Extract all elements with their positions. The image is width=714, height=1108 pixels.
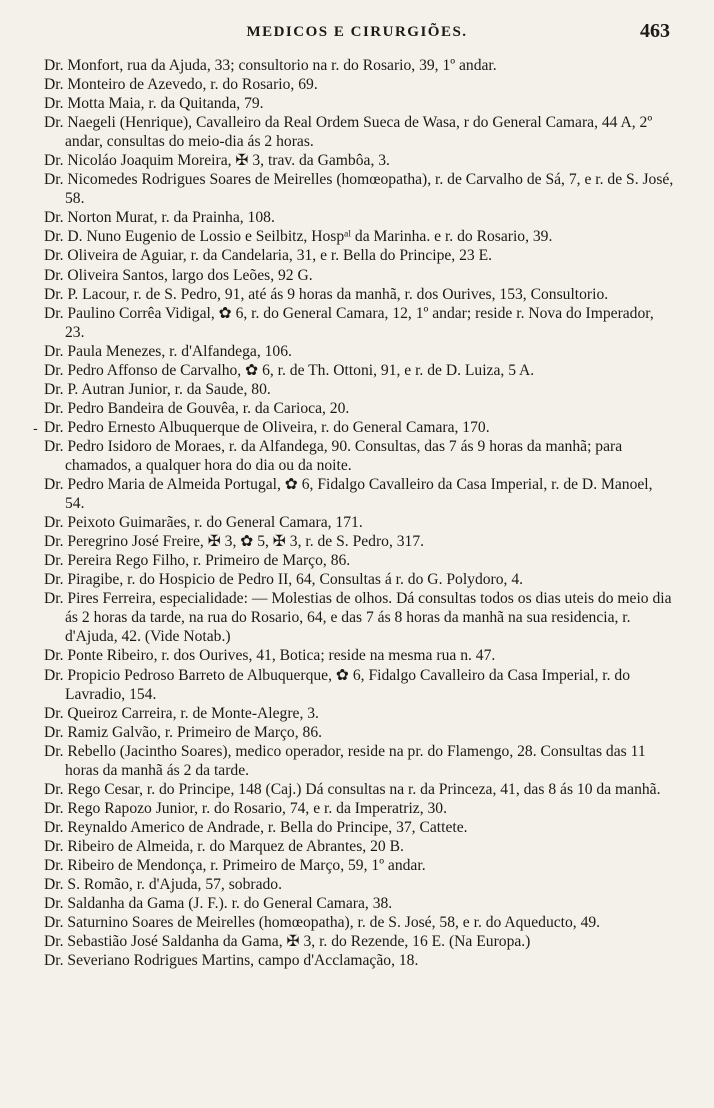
directory-entry: Dr. Pires Ferreira, especialidade: — Molestias de olhos. Dá consultas todos os dias uteis do meio dia ás 2 horas da tarde, na rua do Rosario, 64, e das 7 ás 8 horas da manhã na sua residencia, r. d'Ajuda, 42. (Vide Notab.): [44, 590, 672, 646]
directory-entry: Dr. Paula Menezes, r. d'Alfandega, 106.: [44, 342, 292, 360]
directory-entry: Dr. Queiroz Carreira, r. de Monte-Alegre, 3.: [44, 704, 319, 722]
directory-entry: Dr. D. Nuno Eugenio de Lossio e Seilbitz, Hospᵃˡ da Marinha. e r. do Rosario, 39.: [44, 228, 553, 246]
directory-entry: Dr. Rebello (Jacintho Soares), medico operador, reside na pr. do Flamengo, 28. Consultas das 11 horas da manhã ás 2 da tarde.: [44, 742, 646, 779]
directory-entry: Dr. Propicio Pedroso Barreto de Albuquerque, ✿ 6, Fidalgo Cavalleiro da Casa Imperial, r. do Lavradio, 154.: [44, 666, 631, 703]
page-header: [0, 18, 714, 48]
directory-entry: Dr. Pereira Rego Filho, r. Primeiro de Março, 86.: [44, 552, 351, 570]
directory-entry: Dr. Ponte Ribeiro, r. dos Ourives, 41, Botica; reside na mesma rua n. 47.: [44, 647, 496, 665]
directory-entry: Dr. Monfort, rua da Ajuda, 33; consultorio na r. do Rosario, 39, 1º andar.: [44, 57, 497, 74]
directory-entry: Dr. Nicomedes Rodrigues Soares de Meirelles (homœopatha), r. de Carvalho de Sá, 7, e r. de S. José, 58.: [44, 171, 674, 208]
margin-mark: -: [33, 421, 38, 437]
directory-entry: Dr. Ribeiro de Almeida, r. do Marquez de Abrantes, 20 B.: [44, 837, 404, 855]
directory-entry: Dr. Pedro Affonso de Carvalho, ✿ 6, r. de Th. Ottoni, 91, e r. de D. Luiza, 5 A.: [44, 361, 535, 379]
directory-entry: Dr. Peixoto Guimarães, r. do General Camara, 171.: [44, 514, 363, 532]
directory-entry: Dr. Ramiz Galvão, r. Primeiro de Março, 86.: [44, 723, 323, 741]
directory-entry: Dr. Oliveira Santos, largo dos Leões, 92 G.: [44, 266, 313, 284]
page-number: 463: [640, 20, 670, 42]
directory-entry: Dr. Norton Murat, r. da Prainha, 108.: [44, 209, 275, 227]
directory-entry: Dr. S. Romão, r. d'Ajuda, 57, sobrado.: [44, 876, 283, 894]
directory-entry: Dr. Paulino Corrêa Vidigal, ✿ 6, r. do General Camara, 12, 1º andar; reside r. Nova do Imperador, 23.: [44, 304, 654, 341]
directory-entry: Dr. Rego Cesar, r. do Principe, 148 (Caj.) Dá consultas na r. da Princeza, 41, das 8 ás 10 da manhã.: [44, 780, 661, 798]
directory-entry: Dr. Motta Maia, r. da Quitanda, 79.: [44, 95, 264, 113]
directory-entry: Dr. Piragibe, r. do Hospicio de Pedro II, 64, Consultas á r. do G. Polydoro, 4.: [44, 571, 524, 589]
directory-entry: Dr. Naegeli (Henrique), Cavalleiro da Real Ordem Sueca de Wasa, r do General Camara, 44 A, 2º andar, consultas do meio-dia ás 2 horas.: [44, 114, 653, 151]
directory-entry: Dr. Pedro Maria de Almeida Portugal, ✿ 6, Fidalgo Cavalleiro da Casa Imperial, r. de D. Manoel, 54.: [44, 476, 653, 513]
directory-entry: Dr. Saturnino Soares de Meirelles (homœopatha), r. de S. José, 58, e r. do Aqueducto, 49.: [44, 914, 601, 932]
directory-entry: Dr. Sebastião José Saldanha da Gama, ✠ 3, r. do Rezende, 16 E. (Na Europa.): [44, 933, 531, 951]
directory-entry: Dr. Saldanha da Gama (J. F.). r. do General Camara, 38.: [44, 895, 393, 913]
directory-entry: Dr. Ribeiro de Mendonça, r. Primeiro de Março, 59, 1º andar.: [44, 856, 426, 874]
directory-entry: Dr. Oliveira de Aguiar, r. da Candelaria, 31, e r. Bella do Principe, 23 E.: [44, 247, 493, 265]
directory-entry: Dr. P. Lacour, r. de S. Pedro, 91, até ás 9 horas da manhã, r. dos Ourives, 153, Consultorio.: [44, 285, 609, 303]
directory-entry: Dr. Pedro Bandeira de Gouvêa, r. da Carioca, 20.: [44, 399, 350, 417]
directory-entry: Dr. Peregrino José Freire, ✠ 3, ✿ 5, ✠ 3, r. de S. Pedro, 317.: [44, 533, 425, 551]
running-title: MEDICOS E CIRURGIÕES.: [246, 24, 468, 40]
directory-entry: Dr. Pedro Isidoro de Moraes, r. da Alfandega, 90. Consultas, das 7 ás 9 horas da manhã; para chamados, a qualquer hora do dia ou da noite.: [44, 437, 623, 474]
directory-entry: Dr. Rego Rapozo Junior, r. do Rosario, 74, e r. da Imperatriz, 30.: [44, 799, 447, 817]
directory-entry: Dr. Nicoláo Joaquim Moreira, ✠ 3, trav. da Gambôa, 3.: [44, 152, 390, 170]
directory-entry: Dr. Severiano Rodrigues Martins, campo d'Acclamação, 18.: [44, 952, 419, 970]
directory-entry: Dr. Pedro Ernesto Albuquerque de Oliveira, r. do General Camara, 170.: [44, 418, 490, 436]
directory-entry: Dr. P. Autran Junior, r. da Saude, 80.: [44, 380, 271, 398]
entry-list: [44, 56, 674, 970]
directory-entry: Dr. Reynaldo Americo de Andrade, r. Bella do Principe, 37, Cattete.: [44, 818, 468, 836]
directory-entry: Dr. Monteiro de Azevedo, r. do Rosario, 69.: [44, 76, 318, 94]
